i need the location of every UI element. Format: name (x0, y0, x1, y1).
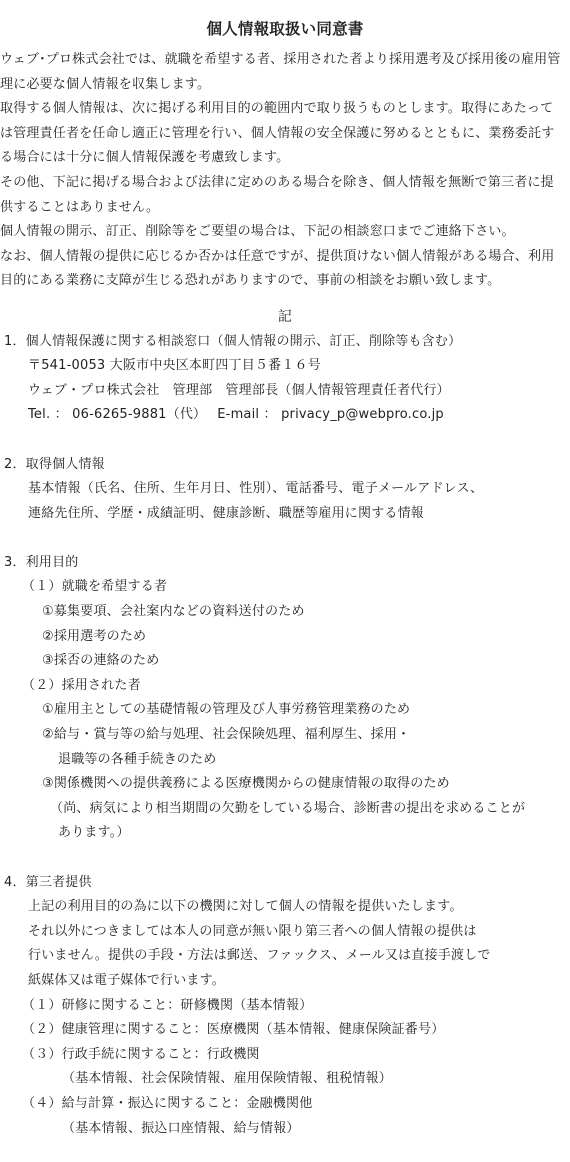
list-item: （３）行政手続に関すること：行政機関 (22, 1046, 260, 1062)
document-title: 個人情報取扱い同意書 (206, 20, 364, 38)
list-item: ①募集要項、会社案内などの資料送付のため (42, 604, 305, 620)
section-heading: 2．取得個人情報 (4, 456, 105, 472)
section-contact (0, 330, 570, 428)
list-item-detail: （基本情報、社会保険情報、雇用保険情報、租税情報） (62, 1071, 393, 1087)
intro-section (0, 48, 570, 294)
list-item: ①雇用主としての基礎情報の管理及び人事労務管理業務のため (42, 702, 411, 718)
list-item: ②採用選考のため (42, 628, 147, 644)
intro-paragraph: なお、個人情報の提供に応じるか否かは任意ですが、提供頂けない個人情報がある場合、利用目的にある業務に支障が生じる恐れがありますので、事前の相談をお願い致します。 (0, 248, 555, 289)
body-line: 行いません。提供の手段・方法は郵送、ファックス、メール又は直接手渡しで (28, 948, 491, 964)
contact-department: ウェブ・プロ株式会社 管理部 管理部長（個人情報管理責任者代行） (28, 382, 450, 398)
list-item: ②給与・賞与等の給与処理、社会保険処理、福利厚生、採用・ (42, 727, 411, 743)
subsection-label: （２）採用された者 (22, 677, 141, 693)
contact-address: 〒541-0053 大阪市中央区本町四丁目５番１６号 (28, 358, 321, 374)
note-text: （尚、病気により相当期間の欠勤をしている場合、診断書の提出を求めることが (50, 800, 526, 816)
list-item: （４）給与計算・振込に関すること：金融機関他 (22, 1095, 313, 1111)
list-item: 基本情報（氏名、住所、生年月日、性別）、電話番号、電子メールアドレス、 (28, 481, 484, 497)
section-third-party (0, 871, 570, 1142)
body-line: それ以外につきましては本人の同意が無い限り第三者への個人情報の提供は (28, 923, 477, 939)
list-item-detail: （基本情報、振込口座情報、給与情報） (62, 1120, 300, 1136)
intro-paragraph: 個人情報の開示、訂正、削除等をご要望の場合は、下記の相談窓口までご連絡下さい。 (0, 224, 515, 240)
list-item: （１）研修に関すること：研修機関（基本情報） (22, 997, 313, 1013)
section-acquired-info (0, 453, 570, 527)
intro-paragraph: 取得する個人情報は、次に掲げる利用目的の範囲内で取り扱うものとします。取得にあたっては管理責任者を任命し適正に管理を行い、個人情報の安全保護に努めるとともに、業務委託する場合には十分に個人情報保護を考慮致します。 (0, 101, 555, 166)
intro-paragraph: その他、下記に掲げる場合および法律に定めのある場合を除き、個人情報を無断で第三者に提供することはありません。 (0, 174, 554, 215)
list-item-continuation: 退職等の各種手続きのため (58, 751, 217, 767)
section-purpose (0, 551, 570, 846)
section-heading: 4．第三者提供 (4, 874, 92, 890)
subsection-label: （１）就職を希望する者 (22, 579, 168, 595)
list-item: 連絡先住所、学歴・成績証明、健康診断、職歴等雇用に関する情報 (28, 505, 425, 521)
note-text-continuation: あります。） (58, 825, 130, 841)
list-item: ③採否の連絡のため (42, 653, 160, 669)
body-line: 紙媒体又は電子媒体で行います。 (28, 972, 225, 988)
ki-marker: 記 (277, 308, 293, 325)
contact-phone-email: Tel. ： 06-6265-9881（代） E-mail ： privacy_p@webpro.co.jp (28, 407, 444, 423)
list-item: （２）健康管理に関すること：医療機関（基本情報、健康保険証番号） (22, 1022, 445, 1038)
section-heading: 1．個人情報保護に関する相談窓口（個人情報の開示、訂正、削除等も含む） (4, 333, 462, 349)
intro-paragraph: ウェブ･プロ株式会社では、就職を希望する者、採用された者より採用選考及び採用後の雇用管理に必要な個人情報を収集します。 (0, 52, 561, 92)
body-line: 上記の利用目的の為に以下の機関に対して個人の情報を提供いたします。 (28, 899, 463, 915)
section-heading: 3．利用目的 (4, 554, 79, 570)
list-item: ③関係機関への提供義務による医療機関からの健康情報の取得のため (42, 776, 450, 792)
